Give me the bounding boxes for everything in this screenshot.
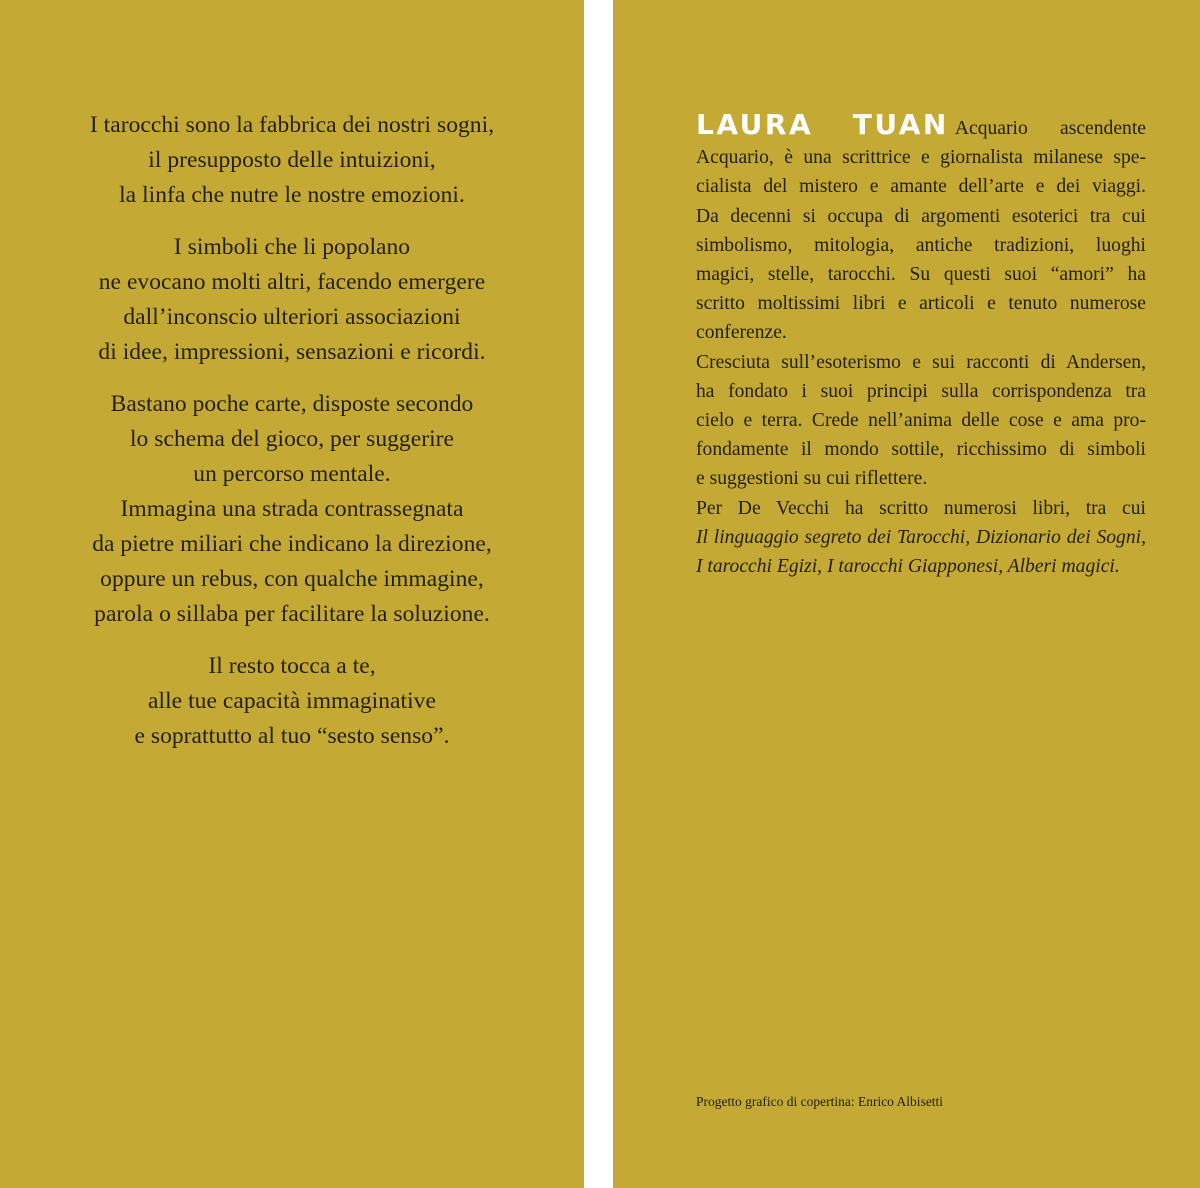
bio-line: cialista del mistero e amante dell’arte e dei viaggi. [696, 176, 1146, 198]
bio-first-line [696, 110, 1146, 143]
text-line: lo schema del gioco, per suggerire [129, 426, 455, 452]
text-line: la linfa che nutre le nostre emozioni. [119, 182, 465, 208]
text-line: I simboli che li popolano [173, 234, 411, 260]
text-line: Il resto tocca a te, [208, 653, 376, 679]
bio-line: cielo e terra. Crede nell’anima delle cose e ama pro- [696, 410, 1146, 432]
book-titles-line: Il linguaggio segreto dei Tarocchi, Dizionario dei Sogni, [696, 526, 1146, 548]
stanza [0, 108, 584, 213]
back-cover-left-panel [0, 0, 584, 1188]
tarot-description-text [0, 108, 584, 771]
cover-design-credit: Progetto grafico di copertina: Enrico Albisetti [696, 1094, 944, 1109]
bio-line: Per De Vecchi ha scritto numerosi libri, tra cui [696, 497, 1146, 519]
text-line: dall’inconscio ulteriori associazioni [123, 304, 461, 330]
stanza [0, 649, 584, 754]
back-cover-right-panel [613, 0, 1200, 1188]
bio-line: fondamente il mondo sottile, ricchissimo di simboli [696, 439, 1146, 461]
text-line: e soprattutto al tuo “sesto senso”. [134, 723, 450, 749]
stanza [0, 387, 584, 632]
text-line: di idee, impressioni, sensazioni e ricordi. [98, 339, 486, 365]
bio-line: Da decenni si occupa di argomenti esoterici tra cui [696, 205, 1146, 227]
text-line: il presupposto delle intuizioni, [148, 147, 436, 173]
bio-line: conferenze. [696, 322, 787, 344]
text-line: parola o sillaba per facilitare la soluzione. [94, 601, 490, 627]
text-line: Bastano poche carte, disposte secondo [110, 391, 474, 417]
bio-line: simbolismo, mitologia, antiche tradizioni, luoghi [696, 234, 1146, 256]
text-line: alle tue capacità immaginative [148, 688, 436, 714]
bio-line: magici, stelle, tarocchi. Su questi suoi “amori” ha [696, 264, 1146, 286]
text-line: Immagina una strada contrassegnata [120, 496, 464, 522]
author-bio [696, 110, 1146, 581]
bio-line: e suggestioni su cui riflettere. [696, 468, 928, 490]
bio-text: Acquario ascendente [954, 118, 1146, 139]
text-line: oppure un rebus, con qualche immagine, [100, 566, 484, 592]
bio-line: Cresciuta sull’esoterismo e sui racconti di Andersen, [696, 351, 1146, 373]
text-line: ne evocano molti altri, facendo emergere [98, 269, 486, 295]
text-line: da pietre miliari che indicano la direzione, [92, 531, 492, 557]
book-titles-line: I tarocchi Egizi, I tarocchi Giapponesi, Alberi magici. [696, 556, 1120, 578]
bio-line: scritto moltissimi libri e articoli e tenuto numerose [696, 293, 1146, 315]
text-line: un percorso mentale. [193, 461, 391, 487]
author-name: LAURA TUAN [696, 108, 949, 141]
bio-line: Acquario, è una scrittrice e giornalista milanese spe- [696, 147, 1146, 169]
stanza [0, 230, 584, 370]
bio-line: ha fondato i suoi principi sulla corrispondenza tra [696, 380, 1146, 402]
text-line: I tarocchi sono la fabbrica dei nostri sogni, [89, 112, 495, 138]
